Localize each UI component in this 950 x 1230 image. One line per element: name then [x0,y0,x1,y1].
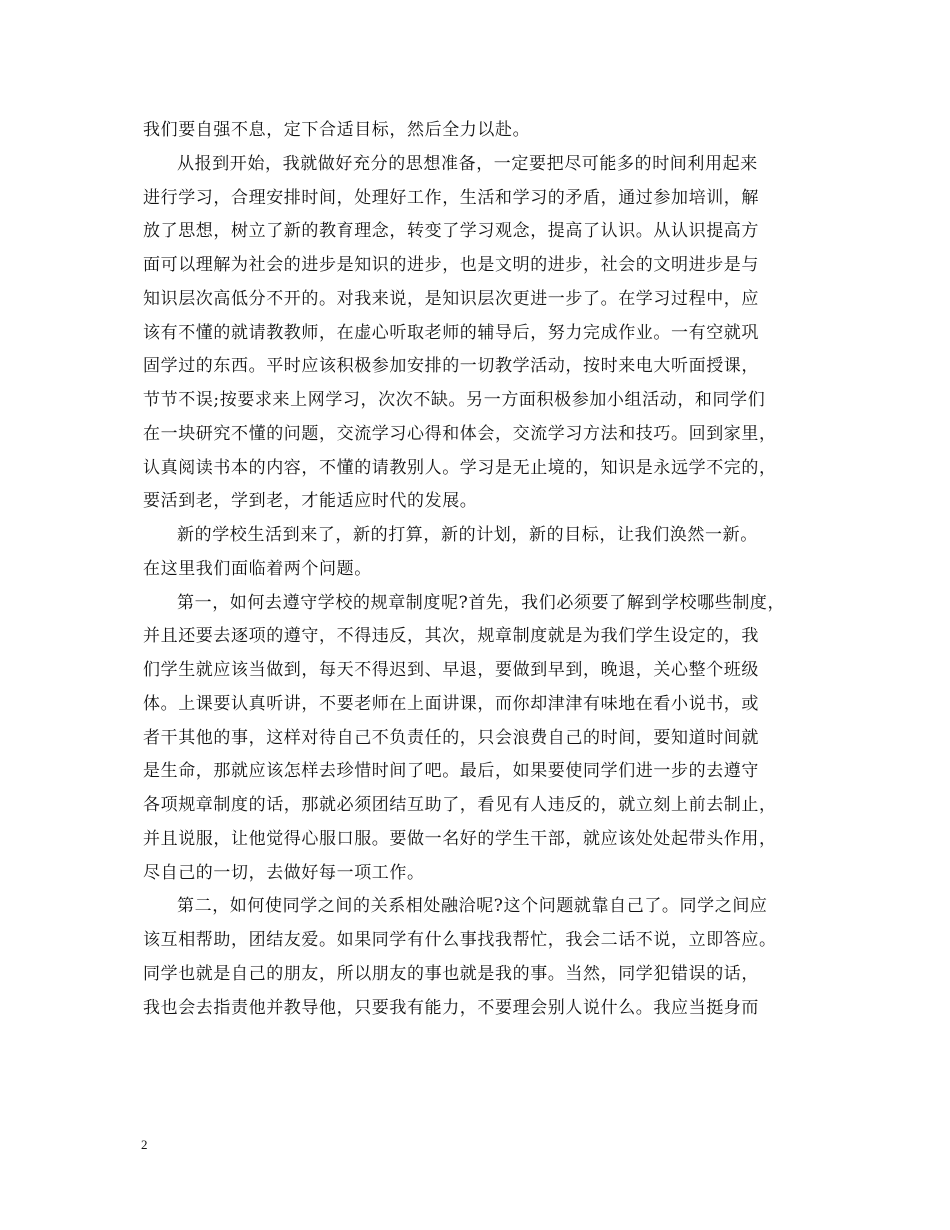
text-line: 进行学习，合理安排时间，处理好工作，生活和学习的矛盾，通过参加培训，解 [143,187,759,208]
text-line: 并且说服，让他觉得心服口服。要做一名好的学生干部，就应该处处起带头作用， [143,828,777,849]
text-line: 第一，如何去遵守学校的规章制度呢?首先，我们必须要了解到学校哪些制度， [177,592,786,613]
text-line: 固学过的东西。平时应该积极参加安排的一切教学活动，按时来电大听面授课， [143,356,759,377]
text-line: 从报到开始，我就做好充分的思想准备，一定要把尽可能多的时间利用起来 [177,153,758,174]
text-line: 同学也就是自己的朋友，所以朋友的事也就是我的事。当然，同学犯错误的话， [143,963,759,984]
page-number: 2 [141,1137,148,1152]
text-line: 认真阅读书本的内容，不懂的请教别人。学习是无止境的，知识是永远学不完的， [143,457,777,478]
text-line: 该互相帮助，团结友爱。如果同学有什么事找我帮忙，我会二话不说，立即答应。 [143,930,777,950]
text-line: 放了思想，树立了新的教育理念，转变了学习观念，提高了认识。从认识提高方 [143,221,759,242]
text-line: 在这里我们面临着两个问题。 [143,558,372,579]
text-line: 并且还要去逐项的遵守，不得违反，其次，规章制度就是为我们学生设定的，我 [143,626,759,647]
text-line: 们学生就应该当做到，每天不得迟到、早退，要做到早到，晚退，关心整个班级 [143,660,759,680]
body-text [143,114,808,1025]
text-line: 节节不误;按要求来上网学习，次次不缺。另一方面积极参加小组活动，和同学们 [143,390,766,410]
text-line: 我们要自强不息，定下合适目标，然后全力以赴。 [143,120,531,140]
text-line: 该有不懂的就请教教师，在虚心听取老师的辅导后，努力完成作业。一有空就巩 [143,322,759,343]
text-line: 我也会去指责他并教导他，只要我有能力，不要理会别人说什么。我应当挺身而 [143,997,759,1018]
text-line: 体。上课要认真听讲，不要老师在上面讲课，而你却津津有味地在看小说书，或 [143,693,759,714]
text-line: 要活到老，学到老，才能适应时代的发展。 [143,491,478,512]
text-line: 第二，如何使同学之间的关系相处融洽呢?这个问题就靠自己了。同学之间应 [177,896,768,917]
text-line: 知识层次高低分不开的。对我来说，是知识层次更进一步了。在学习过程中，应 [143,288,759,309]
text-line: 尽自己的一切，去做好每一项工作。 [143,862,425,883]
text-line: 者干其他的事，这样对待自己不负责任的，只会浪费自己的时间，要知道时间就 [143,727,759,748]
text-line: 在一块研究不懂的问题，交流学习心得和体会，交流学习方法和技巧。回到家里， [143,423,777,444]
text-line: 是生命，那就应该怎样去珍惜时间了吧。最后，如果要使同学们进一步的去遵守 [143,761,759,782]
text-line: 各项规章制度的话，那就必须团结互助了，看见有人违反的，就立刻上前去制止， [143,795,777,815]
text-line: 新的学校生活到来了，新的打算，新的计划，新的目标，让我们涣然一新。 [177,525,758,545]
text-line: 面可以理解为社会的进步是知识的进步，也是文明的进步，社会的文明进步是与 [143,255,759,275]
